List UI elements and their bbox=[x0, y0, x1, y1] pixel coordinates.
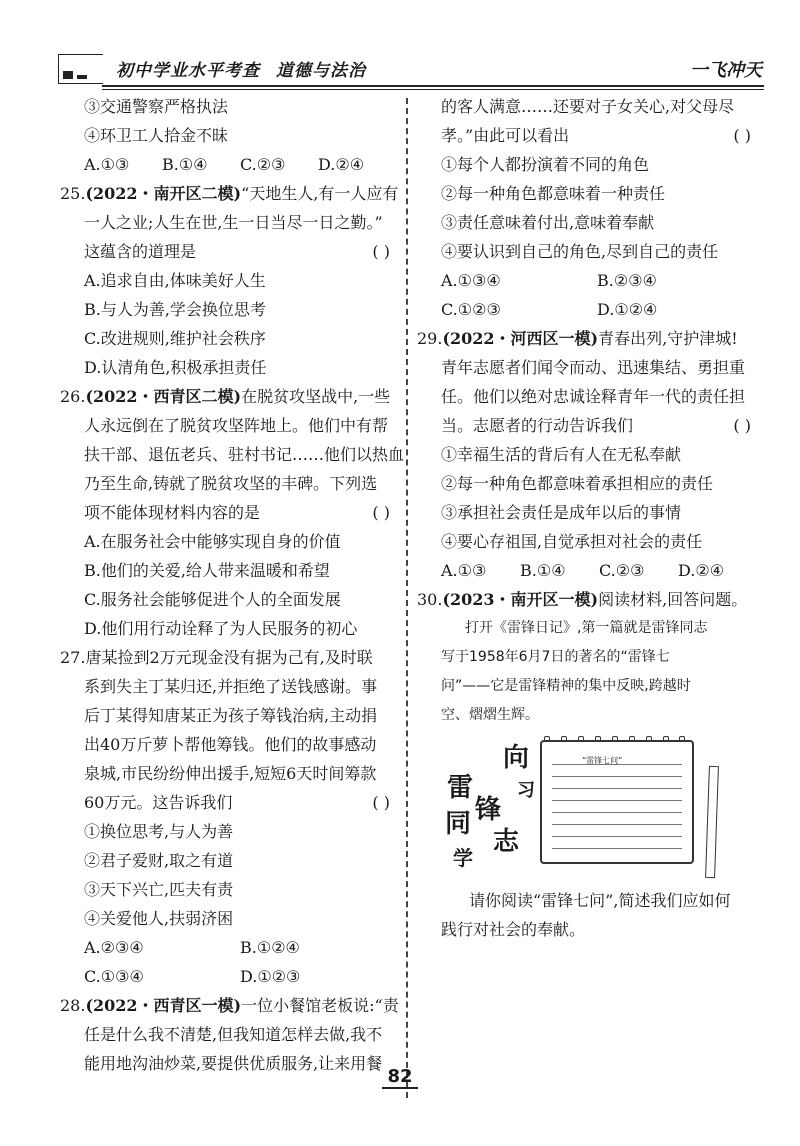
q27-number: 27. bbox=[60, 648, 86, 667]
q30-material bbox=[417, 614, 757, 730]
q26-option-a[interactable]: A.在服务社会中能够实现自身的价值 bbox=[84, 532, 341, 551]
pencil-icon bbox=[705, 766, 719, 878]
material-line: 打开《雷锋日记》,第一篇就是雷锋同志 bbox=[465, 620, 708, 636]
brand-logo: 一飞冲天 bbox=[690, 60, 762, 81]
header-logo-icon bbox=[58, 54, 103, 84]
q24-options bbox=[60, 150, 396, 179]
q28-item: ④要认识到自己的角色,尽到自己的责任 bbox=[441, 242, 719, 261]
q29-line-text: 当。志愿者的行动告诉我们 bbox=[441, 416, 634, 435]
q25-line bbox=[60, 237, 396, 266]
q26-line: 乃至生命,铸就了脱贫攻坚的丰碑。下列选 bbox=[84, 474, 378, 493]
q29-line: 青年志愿者们闻令而动、迅速集结、勇担重 bbox=[441, 358, 746, 377]
q26-line: 在脱贫攻坚战中,一些 bbox=[241, 387, 391, 406]
option-c[interactable]: C.②③ bbox=[599, 561, 645, 580]
q25-source: (2022・南开区二模) bbox=[85, 184, 242, 203]
q28-item: ②每一种角色都意味着一种责任 bbox=[441, 184, 666, 203]
q25-number: 25. bbox=[60, 184, 86, 203]
q25-option-d[interactable]: D.认清角色,积极承担责任 bbox=[84, 358, 267, 377]
q29-line bbox=[417, 411, 757, 440]
calligraphy-char: 雷 bbox=[447, 773, 474, 803]
q27-line: 后丁某得知唐某正为孩子筹钱治病,主动捐 bbox=[84, 706, 378, 725]
header-rule bbox=[102, 85, 764, 87]
q30-question: 践行对社会的奉献。 bbox=[441, 920, 586, 939]
left-column bbox=[60, 92, 405, 1078]
q24-item-4: ④环卫工人拾金不昧 bbox=[84, 126, 229, 145]
page-number: 82 bbox=[380, 1066, 420, 1087]
q29-item: ②每一种角色都意味着承担相应的责任 bbox=[441, 474, 714, 493]
q27-item: ④关爱他人,扶弱济困 bbox=[84, 909, 234, 928]
q28-line: 的客人满意……还要对子女关心,对父母尽 bbox=[441, 97, 735, 116]
q28-stem bbox=[60, 991, 399, 1020]
option-d[interactable]: D.②④ bbox=[678, 561, 725, 580]
option-a[interactable]: A.①③④ bbox=[441, 271, 501, 290]
option-c[interactable]: C.①③④ bbox=[84, 967, 144, 986]
q27-line-text: 60万元。这告诉我们 bbox=[84, 793, 233, 812]
q30-number: 30. bbox=[417, 590, 443, 609]
answer-bracket[interactable]: ( ) bbox=[372, 793, 390, 812]
q29-line: 青春出列,守护津城! bbox=[598, 329, 738, 348]
q27-line: 唐某捡到2万元现金没有据为己有,及时联 bbox=[85, 648, 373, 667]
subject-title: 道德与法治 bbox=[276, 61, 366, 81]
notebook-title: “雷锋七问” bbox=[582, 756, 623, 765]
q29-item: ④要心存祖国,自觉承担对社会的责任 bbox=[441, 532, 703, 551]
q26-option-b[interactable]: B.他们的关爱,给人带来温暖和希望 bbox=[84, 561, 330, 580]
q25-line: 一人之业;人生在世,生一日当尽一日之勤。” bbox=[84, 213, 383, 232]
q27-options-row1 bbox=[60, 933, 396, 962]
q25-stem bbox=[60, 179, 399, 208]
q28-line-text: 孝。”由此可以看出 bbox=[441, 126, 570, 145]
q26-line: 人永远倒在了脱贫攻坚阵地上。他们中有帮 bbox=[84, 416, 389, 435]
q28-number: 28. bbox=[60, 996, 86, 1015]
q29-stem bbox=[417, 324, 757, 353]
q26-stem bbox=[60, 382, 396, 411]
answer-bracket[interactable]: ( ) bbox=[372, 242, 390, 261]
q27-line: 泉城,市民纷纷伸出援手,短短6天时间筹款 bbox=[84, 764, 377, 783]
right-column bbox=[417, 92, 757, 944]
option-a[interactable]: A.①③ bbox=[441, 561, 487, 580]
q26-line-text: 项不能体现材料内容的是 bbox=[84, 503, 261, 522]
q26-option-c[interactable]: C.服务社会能够促进个人的全面发展 bbox=[84, 590, 341, 609]
q30-intro: 阅读材料,回答问题。 bbox=[598, 590, 748, 609]
q30-source: (2023・南开区一模) bbox=[442, 590, 599, 609]
notebook-image bbox=[540, 740, 694, 864]
q26-line: 扶干部、退伍老兵、驻村书记……他们以热血 bbox=[84, 445, 405, 464]
q28-options-row2 bbox=[417, 295, 757, 324]
answer-bracket[interactable]: ( ) bbox=[733, 416, 751, 435]
answer-bracket[interactable]: ( ) bbox=[372, 503, 390, 522]
q25-option-b[interactable]: B.与人为善,学会换位思考 bbox=[84, 300, 266, 319]
q27-options-row2 bbox=[60, 962, 396, 991]
material-line: 问”——它是雷锋精神的集中反映,跨越时 bbox=[441, 678, 691, 694]
calligraphy-char: 锋 bbox=[475, 795, 502, 825]
option-d[interactable]: D.①②③ bbox=[240, 967, 301, 986]
column-divider bbox=[406, 98, 408, 1098]
q28-item: ①每个人都扮演着不同的角色 bbox=[441, 155, 650, 174]
option-b[interactable]: B.①④ bbox=[162, 155, 208, 174]
header-title bbox=[116, 56, 366, 81]
answer-bracket[interactable]: ( ) bbox=[733, 126, 751, 145]
option-d[interactable]: D.①②④ bbox=[597, 300, 658, 319]
option-a[interactable]: A.②③④ bbox=[84, 938, 144, 957]
q28-options-row1 bbox=[417, 266, 757, 295]
calligraphy-char: 向 bbox=[503, 743, 530, 773]
q27-item: ①换位思考,与人为善 bbox=[84, 822, 234, 841]
material-line: 空、熠熠生辉。 bbox=[441, 707, 539, 723]
option-c[interactable]: C.①②③ bbox=[441, 300, 501, 319]
calligraphy-char: 同 bbox=[445, 809, 472, 839]
calligraphy-char: 志 bbox=[493, 827, 520, 857]
q26-line bbox=[60, 498, 396, 527]
calligraphy-char: 习 bbox=[517, 780, 535, 801]
option-b[interactable]: B.②③④ bbox=[597, 271, 657, 290]
q24-item-3: ③交通警察严格执法 bbox=[84, 97, 229, 116]
page-header bbox=[58, 50, 764, 86]
q26-option-d[interactable]: D.他们用行动诠释了为人民服务的初心 bbox=[84, 619, 358, 638]
header-rule-thin bbox=[102, 89, 764, 90]
q26-source: (2022・西青区二模) bbox=[85, 387, 242, 406]
q28-source: (2022・西青区一模) bbox=[85, 996, 242, 1015]
q27-item: ②君子爱财,取之有道 bbox=[84, 851, 234, 870]
q28-line: 任是什么我不清楚,但我知道怎样去做,我不 bbox=[84, 1025, 383, 1044]
q26-number: 26. bbox=[60, 387, 86, 406]
q30-stem bbox=[417, 585, 757, 614]
material-line: 写于1958年6月7日的著名的“雷锋七 bbox=[441, 649, 670, 665]
q27-stem bbox=[60, 643, 396, 672]
q27-line: 系到失主丁某归还,并拒绝了送钱感谢。事 bbox=[84, 677, 378, 696]
q27-line: 出40万斤萝卜帮他筹钱。他们的故事感动 bbox=[84, 735, 377, 754]
option-b[interactable]: B.①④ bbox=[520, 561, 566, 580]
q28-item: ③责任意味着付出,意味着奉献 bbox=[441, 213, 655, 232]
q27-line bbox=[60, 788, 396, 817]
option-c[interactable]: C.②③ bbox=[240, 155, 286, 174]
q29-source: (2022・河西区一模) bbox=[442, 329, 599, 348]
q29-item: ①幸福生活的背后有人在无私奉献 bbox=[441, 445, 682, 464]
q29-number: 29. bbox=[417, 329, 443, 348]
q25-option-a[interactable]: A.追求自由,体味美好人生 bbox=[84, 271, 266, 290]
q28-line: 一位小餐馆老板说:“责 bbox=[241, 996, 399, 1015]
q29-line: 任。他们以绝对忠诚诠释青年一代的责任担 bbox=[441, 387, 746, 406]
q25-line: “天地生人,有一人应有 bbox=[241, 184, 399, 203]
q27-item: ③天下兴亡,匹夫有责 bbox=[84, 880, 234, 899]
lei-feng-illustration bbox=[417, 736, 757, 886]
q25-line-text: 这蕴含的道理是 bbox=[84, 242, 197, 261]
q30-question: 请你阅读“雷锋七问”,简述我们应如何 bbox=[469, 891, 731, 910]
book-title: 初中学业水平考查 bbox=[116, 61, 260, 81]
q29-item: ③承担社会责任是成年以后的事情 bbox=[441, 503, 682, 522]
q29-options bbox=[417, 556, 757, 585]
calligraphy-char: 学 bbox=[453, 846, 473, 870]
option-b[interactable]: B.①②④ bbox=[240, 938, 300, 957]
option-d[interactable]: D.②④ bbox=[318, 155, 365, 174]
q25-option-c[interactable]: C.改进规则,维护社会秩序 bbox=[84, 329, 266, 348]
q28-line: 能用地沟油炒菜,要提供优质服务,让来用餐 bbox=[84, 1054, 383, 1073]
q28-line bbox=[417, 121, 757, 150]
option-a[interactable]: A.①③ bbox=[84, 155, 130, 174]
